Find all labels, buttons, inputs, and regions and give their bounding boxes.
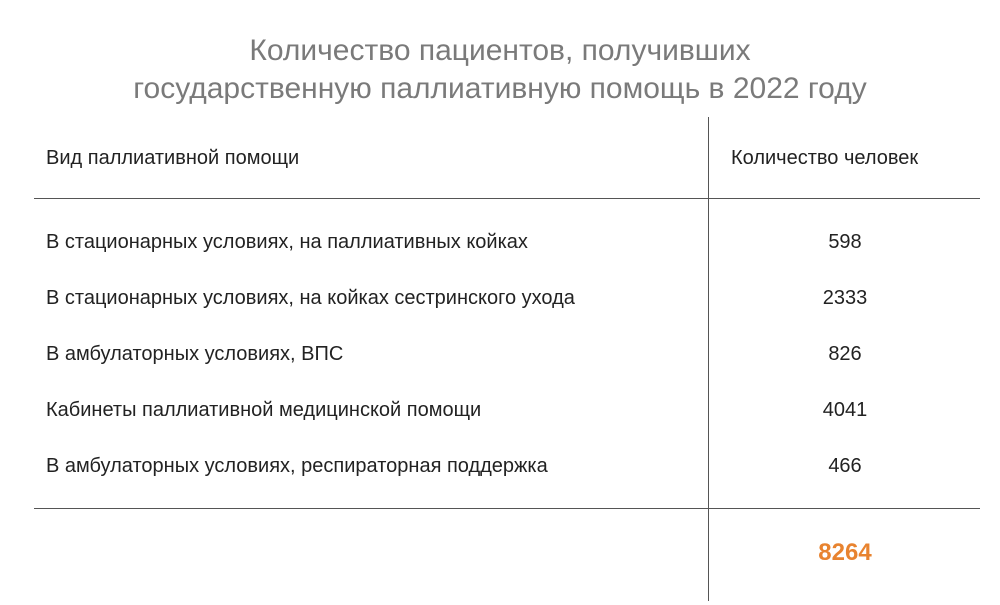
column-header-count: Количество человек xyxy=(731,147,919,169)
table-row xyxy=(0,395,1000,425)
row-label: В стационарных условиях, на койках сестринского ухода xyxy=(46,287,575,309)
header-divider xyxy=(34,198,980,199)
table-row xyxy=(0,451,1000,481)
row-value: 598 xyxy=(828,231,862,253)
row-label: В амбулаторных условиях, респираторная поддержка xyxy=(46,455,548,477)
row-value: 826 xyxy=(828,343,862,365)
table-row xyxy=(0,339,1000,369)
table-row xyxy=(0,227,1000,257)
table-row xyxy=(0,283,1000,313)
row-value: 466 xyxy=(828,455,862,477)
row-label: Кабинеты паллиативной медицинской помощи xyxy=(46,399,482,421)
row-label: В амбулаторных условиях, ВПС xyxy=(46,343,344,365)
row-label: В стационарных условиях, на паллиативных койках xyxy=(46,231,528,253)
row-value: 4041 xyxy=(822,399,868,421)
column-header-type: Вид паллиативной помощи xyxy=(46,147,300,169)
table-title xyxy=(0,32,1000,108)
row-value: 2333 xyxy=(822,287,868,309)
table-title-line-1: Количество пациентов, получивших xyxy=(249,34,751,67)
total-divider xyxy=(34,508,980,509)
table-title-line-2: государственную паллиативную помощь в 2022 году xyxy=(133,72,867,105)
total-value: 8264 xyxy=(818,539,872,566)
